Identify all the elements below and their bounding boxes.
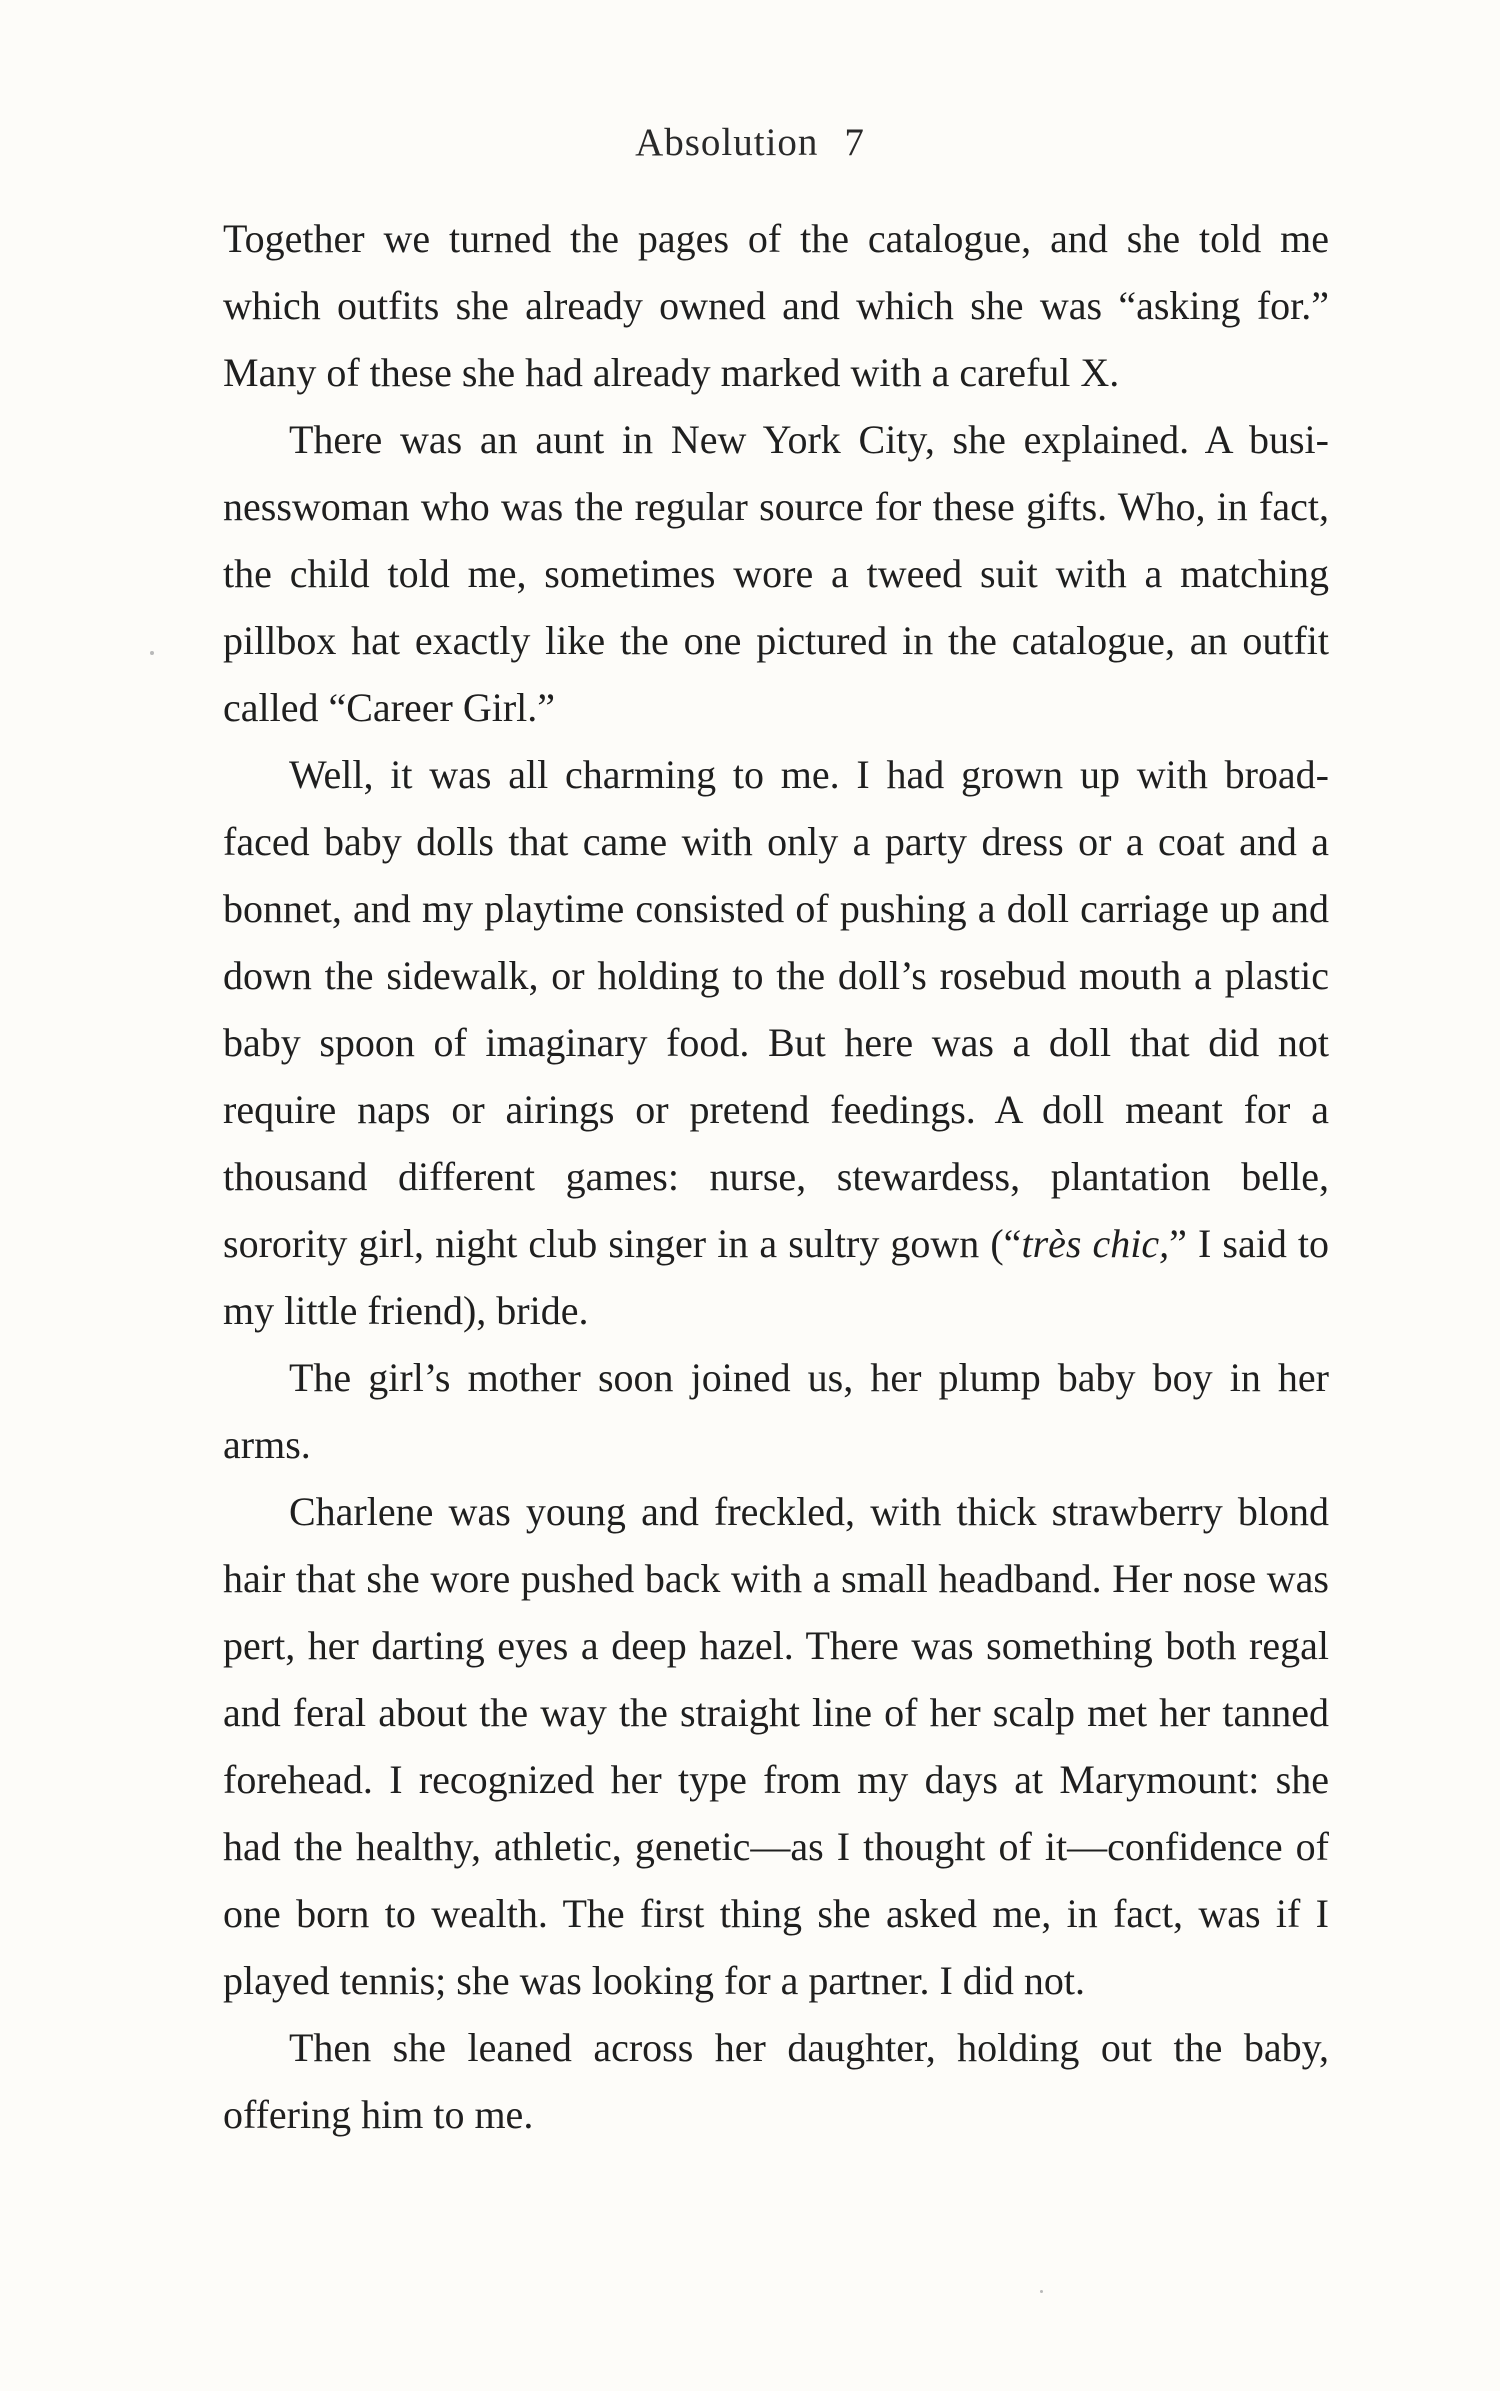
chapter-title: Absolution bbox=[635, 121, 819, 164]
body-text bbox=[223, 205, 1329, 2148]
italic-phrase: très chic, bbox=[1021, 1221, 1170, 1266]
running-head bbox=[0, 120, 1500, 165]
paragraph: Together we turned the pages of the catalogue, and she told me which outfits she already owned and which she was “asking for.” Many of these she had already marked with a careful X. bbox=[223, 216, 1329, 395]
paragraph: Then she leaned across her daughter, holding out the baby, offering him to me. bbox=[223, 2025, 1329, 2137]
paragraph: There was an aunt in New York City, she explained. A businesswoman who was the regular source for these gifts. Who, in fact, the child told me, sometimes wore a tweed suit with a matching pillbox hat exactly like the one pictured in the catalogue, an outfit called “Career Girl.” bbox=[223, 417, 1329, 730]
paragraph: Charlene was young and freckled, with thick strawberry blond hair that she wore pushed back with a small headband. Her nose was pert, her darting eyes a deep hazel. There was something both regal and feral about the way the straight line of her scalp met her tanned forehead. I recognized her type from my days at Marymount: she had the healthy, athletic, genetic—as I thought of it—confidence of one born to wealth. The first thing she asked me, in fact, was if I played tennis; she was looking for a partner. I did not. bbox=[223, 1489, 1329, 2003]
page-number: 7 bbox=[844, 121, 865, 164]
scan-speck bbox=[150, 651, 154, 655]
scan-speck bbox=[1040, 2290, 1043, 2293]
paragraph: Well, it was all charming to me. I had grown up with broad-faced baby dolls that came with only a party dress or a coat and a bonnet, and my playtime consisted of pushing a doll carriage up and down the sidewalk, or holding to the doll’s rosebud mouth a plastic baby spoon of imaginary food. But here was a doll that did not require naps or airings or pretend feedings. A doll meant for a thousand different games: nurse, stewardess, plantation belle, sorority girl, night club singer in a sultry gown (“très chic,” I said to my little friend), bride. bbox=[223, 752, 1330, 1333]
paragraph: The girl’s mother soon joined us, her plump baby boy in her arms. bbox=[223, 1355, 1329, 1467]
